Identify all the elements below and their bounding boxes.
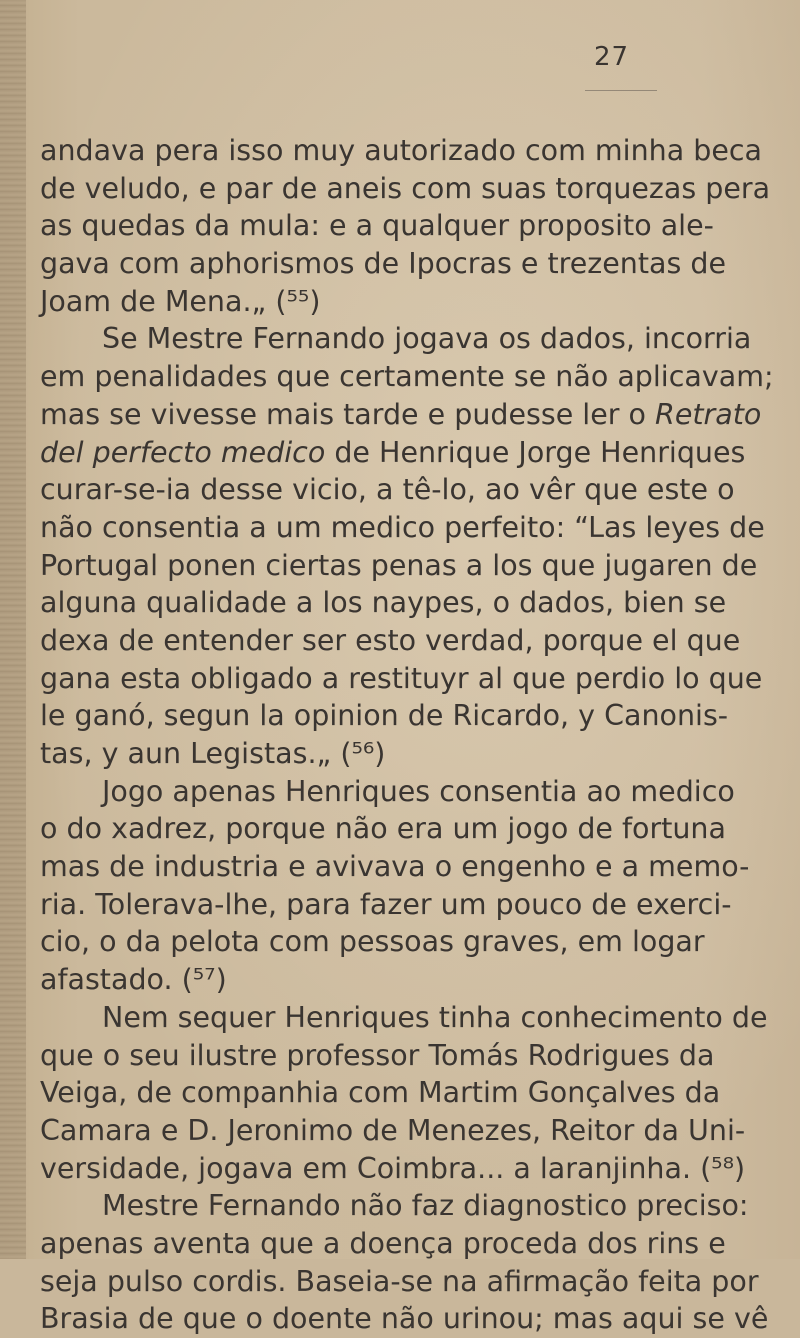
- text-line: apenas aventa que a doença proceda dos rins e: [40, 1226, 726, 1260]
- text-line: Veiga, de companhia com Martim Gonçalves da: [40, 1076, 721, 1110]
- text-line: [40, 396, 762, 434]
- text-line: [40, 434, 746, 472]
- text-line: afastado. (⁵⁷): [40, 963, 227, 997]
- text-line: gana esta obligado a restituyr al que perdio lo que: [40, 661, 763, 695]
- text-line: que o seu ilustre professor Tomás Rodrigues da: [40, 1038, 715, 1072]
- text-fragment: de Henrique Jorge Henriques: [325, 435, 746, 469]
- text-line: le ganó, segun la opinion de Ricardo, y Canonis-: [40, 699, 729, 733]
- text-line: dexa de entender ser esto verdad, porque el que: [40, 623, 741, 657]
- text-line: tas, y aun Legistas.„ (⁵⁶): [40, 737, 386, 770]
- text-line: em penalidades que certamente se não aplicavam;: [40, 360, 774, 394]
- text-line: seja pulso cordis. Baseia-se na afirmação feita por: [40, 1264, 759, 1298]
- text-line: versidade, jogava em Coimbra... a laranjinha. (⁵⁸): [40, 1151, 746, 1185]
- text-line: Brasia de que o doente não urinou; mas aqui se vê: [40, 1302, 769, 1336]
- text-line: andava pera isso muy autorizado com minha beca: [40, 134, 763, 167]
- text-line: não consentia a um medico perfeito: “Las leyes de: [40, 510, 765, 544]
- text-line: gava com aphorismos de Ipocras e trezentas de: [40, 247, 727, 281]
- text-line: Joam de Mena.„ (⁵⁵): [40, 284, 321, 318]
- page-spine-shadow: [0, 0, 26, 1259]
- text-line: ria. Tolerava-lhe, para fazer um pouco de exerci-: [40, 887, 732, 921]
- text-fragment: mas se vivesse mais tarde e pudesse ler o: [40, 397, 656, 431]
- text-line: Nem sequer Henriques tinha conhecimento de: [102, 1000, 768, 1034]
- page-number: 27: [594, 42, 630, 72]
- text-line: alguna qualidade a los naypes, o dados, bien se: [40, 586, 727, 620]
- text-line: curar-se-ia desse vicio, a tê-lo, ao vêr que este o: [40, 473, 735, 507]
- text-line: mas de industria e avivava o engenho e a memo-: [40, 850, 750, 884]
- text-line: Portugal ponen ciertas penas a los que jugaren de: [40, 548, 758, 582]
- book-title-italic: del perfecto medico: [40, 435, 326, 469]
- book-title-italic: Retrato: [655, 397, 762, 431]
- text-line: de veludo, e par de aneis com suas torquezas pera: [40, 171, 771, 205]
- text-line: Jogo apenas Henriques consentia ao medico: [102, 774, 735, 808]
- text-line: Camara e D. Jeronimo de Menezes, Reitor da Uni-: [40, 1113, 746, 1147]
- text-line: Se Mestre Fernando jogava os dados, incorria: [102, 322, 752, 356]
- text-line: Mestre Fernando não faz diagnostico preciso:: [102, 1189, 749, 1223]
- text-line: o do xadrez, porque não era um jogo de fortuna: [40, 812, 726, 846]
- text-line: cio, o da pelota com pessoas graves, em logar: [40, 925, 705, 959]
- header-rule: [585, 90, 657, 91]
- body-text: [40, 132, 774, 1338]
- text-line: as quedas da mula: e a qualquer proposito ale-: [40, 209, 714, 243]
